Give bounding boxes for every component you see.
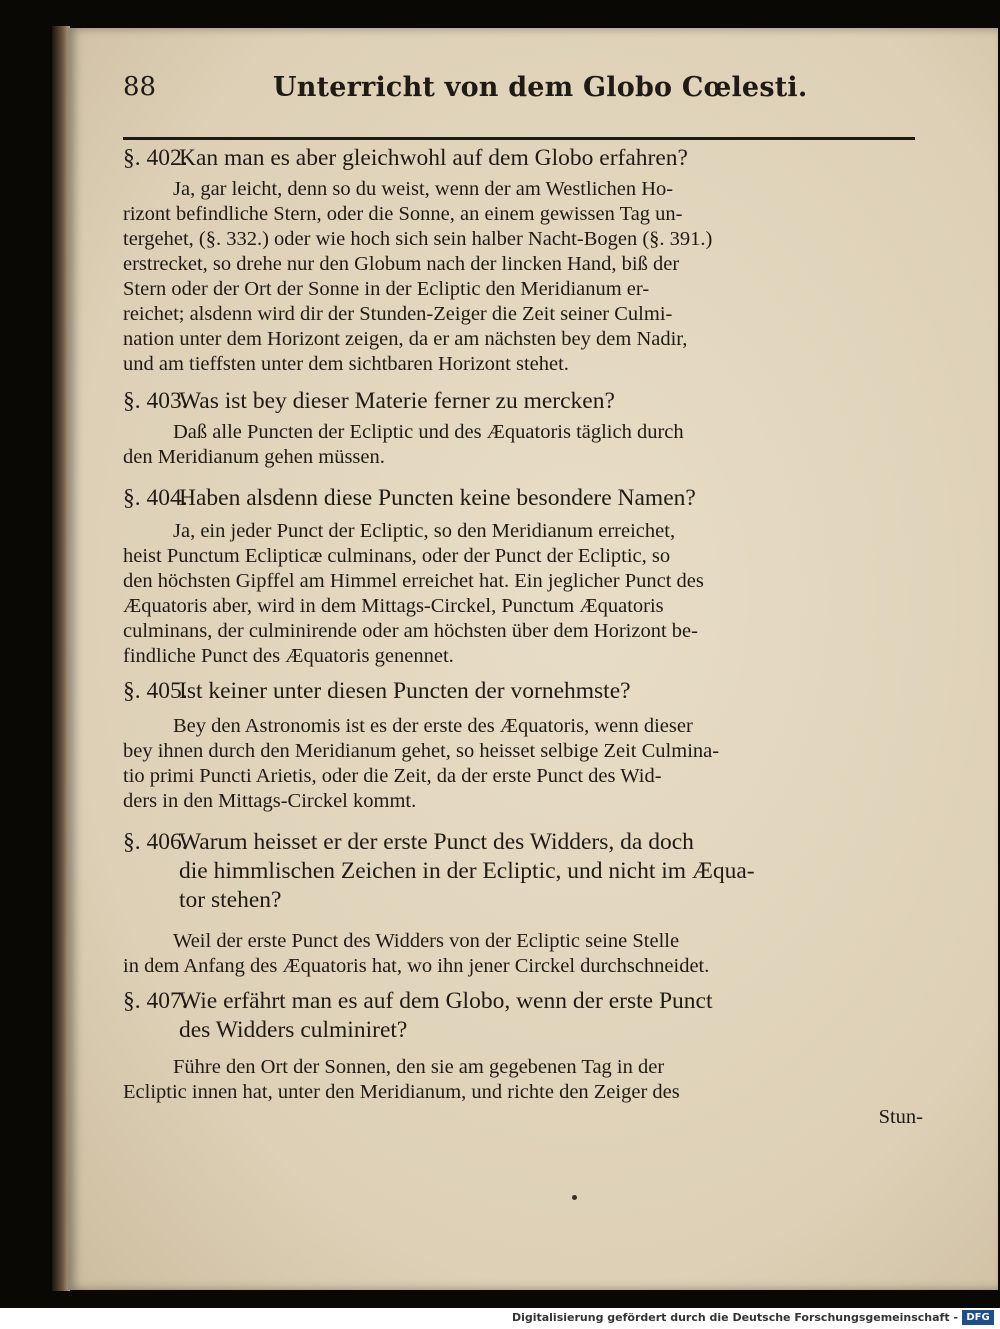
section-number: §. 403. (123, 388, 188, 414)
answer-line: erstrecket, so drehe nur den Globum nach der lincken Hand, biß der (123, 253, 680, 275)
question-continuation: die himmlischen Zeichen in der Ecliptic, und nicht im Æqua- (179, 858, 755, 884)
question-continuation: tor stehen? (179, 887, 282, 913)
answer-line: Stern oder der Ort der Sonne in der Ecliptic den Meridianum er- (123, 278, 650, 300)
question (123, 484, 923, 513)
question-text: Kan man es aber gleichwohl auf dem Globo erfahren? (179, 145, 688, 171)
question-text: Wie erfährt man es auf dem Globo, wenn der erste Punct (179, 988, 713, 1014)
dfg-logo-icon[interactable]: DFG (962, 1310, 994, 1325)
answer-line: ders in den Mittags-Circkel kommt. (123, 790, 417, 812)
answer-line: den Meridianum gehen müssen. (123, 446, 385, 468)
question (123, 987, 923, 1016)
section-402 (123, 144, 923, 377)
answer-line: Æquatoris aber, wird in dem Mittags-Circkel, Punctum Æquatoris (123, 595, 664, 617)
question-text: Was ist bey dieser Materie ferner zu mercken? (179, 388, 615, 414)
answer-line: findliche Punct des Æquatoris genennet. (123, 645, 454, 667)
section-number: §. 402. (123, 145, 188, 171)
answer-line: Ja, ein jeder Punct der Ecliptic, so den Meridianum erreichet, (173, 520, 676, 542)
footer-credit: Digitalisierung gefördert durch die Deutsche Forschungsgemeinschaft - (511, 1311, 958, 1324)
catchword: Stun- (878, 1106, 923, 1128)
question-text: Ist keiner unter diesen Puncten der vornehmste? (179, 678, 631, 704)
answer-line: heist Punctum Eclipticæ culminans, oder der Punct der Ecliptic, so (123, 545, 671, 567)
page-header (123, 72, 913, 112)
answer-line: Führe den Ort der Sonnen, den sie am gegebenen Tag in der (173, 1056, 665, 1078)
section-405 (123, 677, 923, 814)
ink-speck (572, 1195, 577, 1200)
answer-line: tio primi Puncti Arietis, oder die Zeit, da der erste Punct des Wid- (123, 765, 662, 787)
footer-bar (0, 1308, 1000, 1329)
question (123, 144, 923, 173)
question-text: Warum heisset er der erste Punct des Widders, da doch (179, 829, 694, 855)
answer-line: rizont befindliche Stern, oder die Sonne, an einem gewissen Tag un- (123, 203, 683, 225)
question-continuation: des Widders culminiret? (179, 1017, 408, 1043)
question (123, 677, 923, 706)
section-407 (123, 987, 923, 1130)
answer-line: Bey den Astronomis ist es der erste des Æquatoris, wenn dieser (173, 715, 693, 737)
header-rule (123, 137, 915, 140)
section-number: §. 407. (123, 988, 188, 1014)
answer-line: Ja, gar leicht, denn so du weist, wenn der am Westlichen Ho- (173, 178, 674, 200)
answer-line: bey ihnen durch den Meridianum gehet, so heisset selbige Zeit Culmina- (123, 740, 720, 762)
answer-line: nation unter dem Horizont zeigen, da er am nächsten bey dem Nadir, (123, 328, 688, 350)
section-number: §. 405. (123, 678, 188, 704)
section-403 (123, 387, 923, 470)
page-number: 88 (123, 72, 157, 102)
page-body (123, 144, 923, 1134)
section-404 (123, 484, 923, 669)
question (123, 387, 923, 416)
section-number: §. 406. (123, 829, 188, 855)
answer-line: reichet; alsdenn wird dir der Stunden-Zeiger die Zeit seiner Culmi- (123, 303, 673, 325)
running-title: Unterricht von dem Globo Cœlesti. (273, 72, 808, 103)
answer-line: tergehet, (§. 332.) oder wie hoch sich sein halber Nacht-Bogen (§. 391.) (123, 228, 713, 250)
section-406 (123, 828, 923, 979)
section-number: §. 404. (123, 485, 188, 511)
answer-line: in dem Anfang des Æquatoris hat, wo ihn jener Circkel durchschneidet. (123, 955, 710, 977)
answer-line: Ecliptic innen hat, unter den Meridianum, und richte den Zeiger des (123, 1081, 680, 1103)
answer-line: culminans, der culminirende oder am höchsten über dem Horizont be- (123, 620, 698, 642)
question (123, 828, 923, 857)
answer-line: Daß alle Puncten der Ecliptic und des Æquatoris täglich durch (173, 421, 684, 443)
answer-line: Weil der erste Punct des Widders von der Ecliptic seine Stelle (173, 930, 680, 952)
answer-line: und am tieffsten unter dem sichtbaren Horizont stehet. (123, 353, 569, 375)
question-text: Haben alsdenn diese Puncten keine besondere Namen? (179, 485, 696, 511)
answer-line: den höchsten Gipffel am Himmel erreichet hat. Ein jeglicher Punct des (123, 570, 704, 592)
